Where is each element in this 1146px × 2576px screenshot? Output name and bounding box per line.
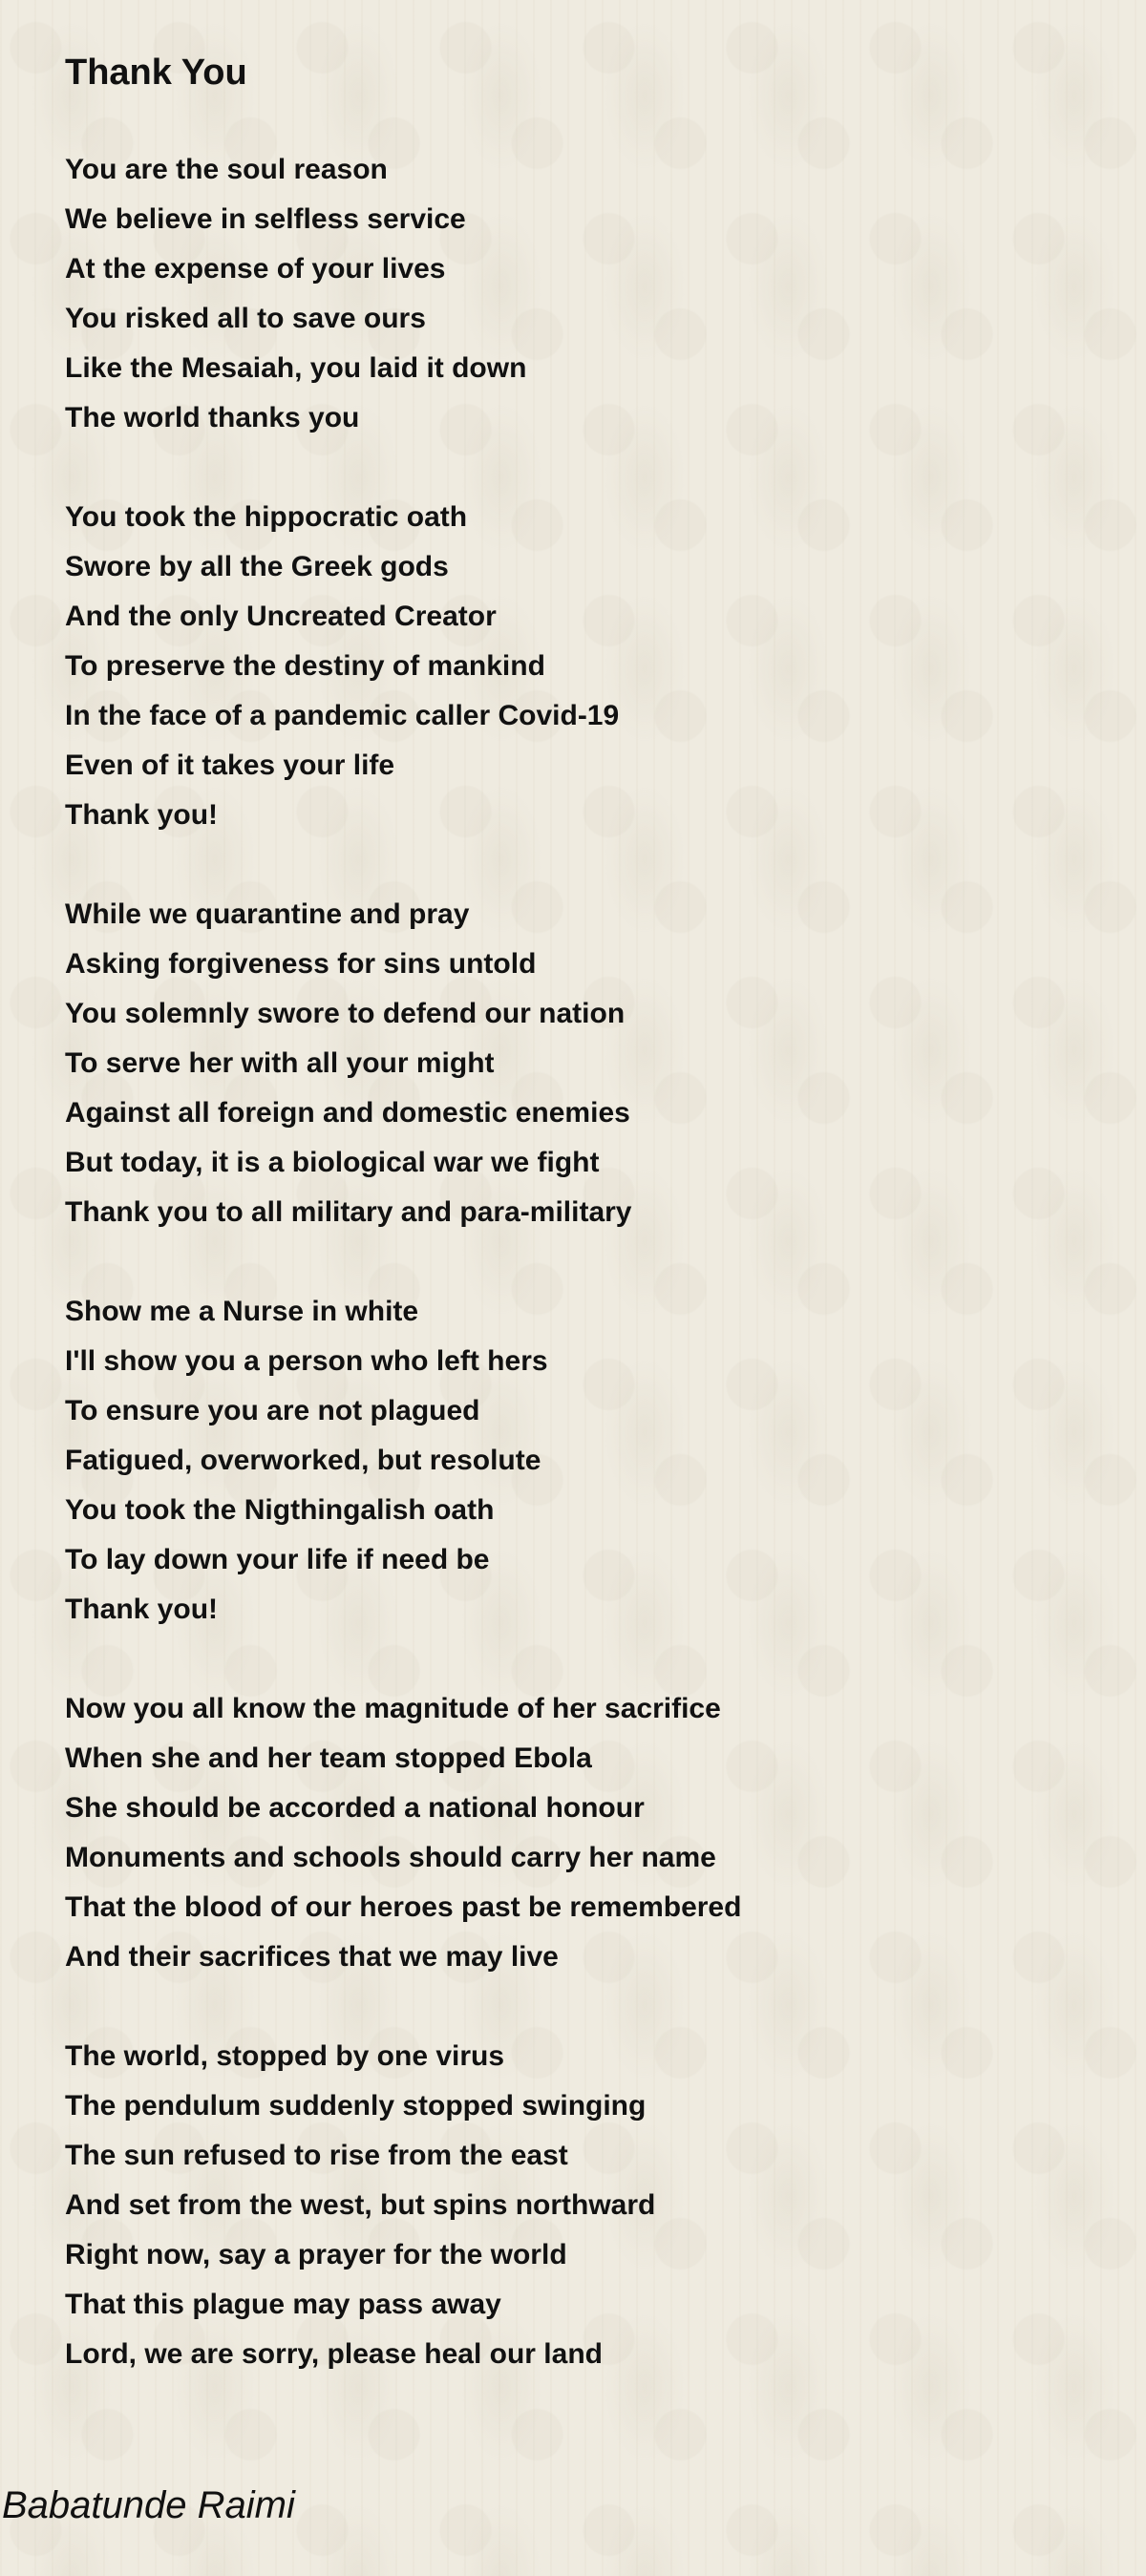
poem-line: Fatigued, overworked, but resolute: [65, 1445, 541, 1476]
poem-line: Against all foreign and domestic enemies: [65, 1097, 630, 1129]
poem-line: The world thanks you: [65, 402, 360, 433]
poem-line: You solemnly swore to defend our nation: [65, 998, 626, 1029]
poem-line: Asking forgiveness for sins untold: [65, 948, 537, 980]
poem-line: You are the soul reason: [65, 154, 388, 185]
poem-line: When she and her team stopped Ebola: [65, 1742, 592, 1774]
poem-line: In the face of a pandemic caller Covid-19: [65, 700, 620, 731]
poem-stanza: [65, 1287, 1096, 1635]
poem-line: Thank you to all military and para-military: [65, 1196, 632, 1228]
poem-author: Babatunde Raimi: [2, 2484, 295, 2526]
poem-line: Monuments and schools should carry her name: [65, 1842, 716, 1873]
poem-line: Even of it takes your life: [65, 750, 395, 781]
poem-line: Swore by all the Greek gods: [65, 551, 449, 582]
poem-line: And set from the west, but spins northward: [65, 2189, 656, 2221]
poem-line: But today, it is a biological war we fight: [65, 1147, 600, 1178]
poem-line: The pendulum suddenly stopped swinging: [65, 2090, 647, 2122]
poem-stanza: [65, 145, 1096, 443]
poem-line: To serve her with all your might: [65, 1047, 495, 1079]
poem-line: Now you all know the magnitude of her sacrifice: [65, 1693, 721, 1724]
poem-stanza: [65, 890, 1096, 1237]
poem-line: Like the Mesaiah, you laid it down: [65, 352, 527, 384]
poem-line: To lay down your life if need be: [65, 1544, 490, 1575]
poem-line: Right now, say a prayer for the world: [65, 2239, 567, 2270]
poem-line: The sun refused to rise from the east: [65, 2140, 568, 2171]
poem-line: Lord, we are sorry, please heal our land: [65, 2338, 603, 2370]
poem-line: At the expense of your lives: [65, 253, 446, 285]
poem-line: That this plague may pass away: [65, 2289, 501, 2320]
poem-line: To preserve the destiny of mankind: [65, 650, 545, 682]
poem-line: Show me a Nurse in white: [65, 1296, 419, 1327]
poem-line: You risked all to save ours: [65, 303, 426, 334]
poem-line: Thank you!: [65, 1594, 219, 1625]
poem-body: [65, 145, 1096, 2429]
poem-line: And the only Uncreated Creator: [65, 601, 497, 632]
poem-title: Thank You: [65, 53, 247, 93]
poem-stanza: [65, 493, 1096, 840]
poem-line: We believe in selfless service: [65, 203, 466, 235]
poem-stanza: [65, 1684, 1096, 1982]
poem-line: You took the Nigthingalish oath: [65, 1494, 495, 1526]
poem-line: To ensure you are not plagued: [65, 1395, 480, 1426]
poem-line: Thank you!: [65, 799, 219, 831]
poem-line: The world, stopped by one virus: [65, 2040, 505, 2072]
poem-line: While we quarantine and pray: [65, 898, 470, 930]
poem-line: I'll show you a person who left hers: [65, 1345, 548, 1377]
poem-line: She should be accorded a national honour: [65, 1792, 645, 1824]
poem-line: That the blood of our heroes past be remembered: [65, 1891, 742, 1923]
poem-line: And their sacrifices that we may live: [65, 1941, 559, 1973]
poem-line: You took the hippocratic oath: [65, 501, 468, 533]
poem-stanza: [65, 2032, 1096, 2379]
